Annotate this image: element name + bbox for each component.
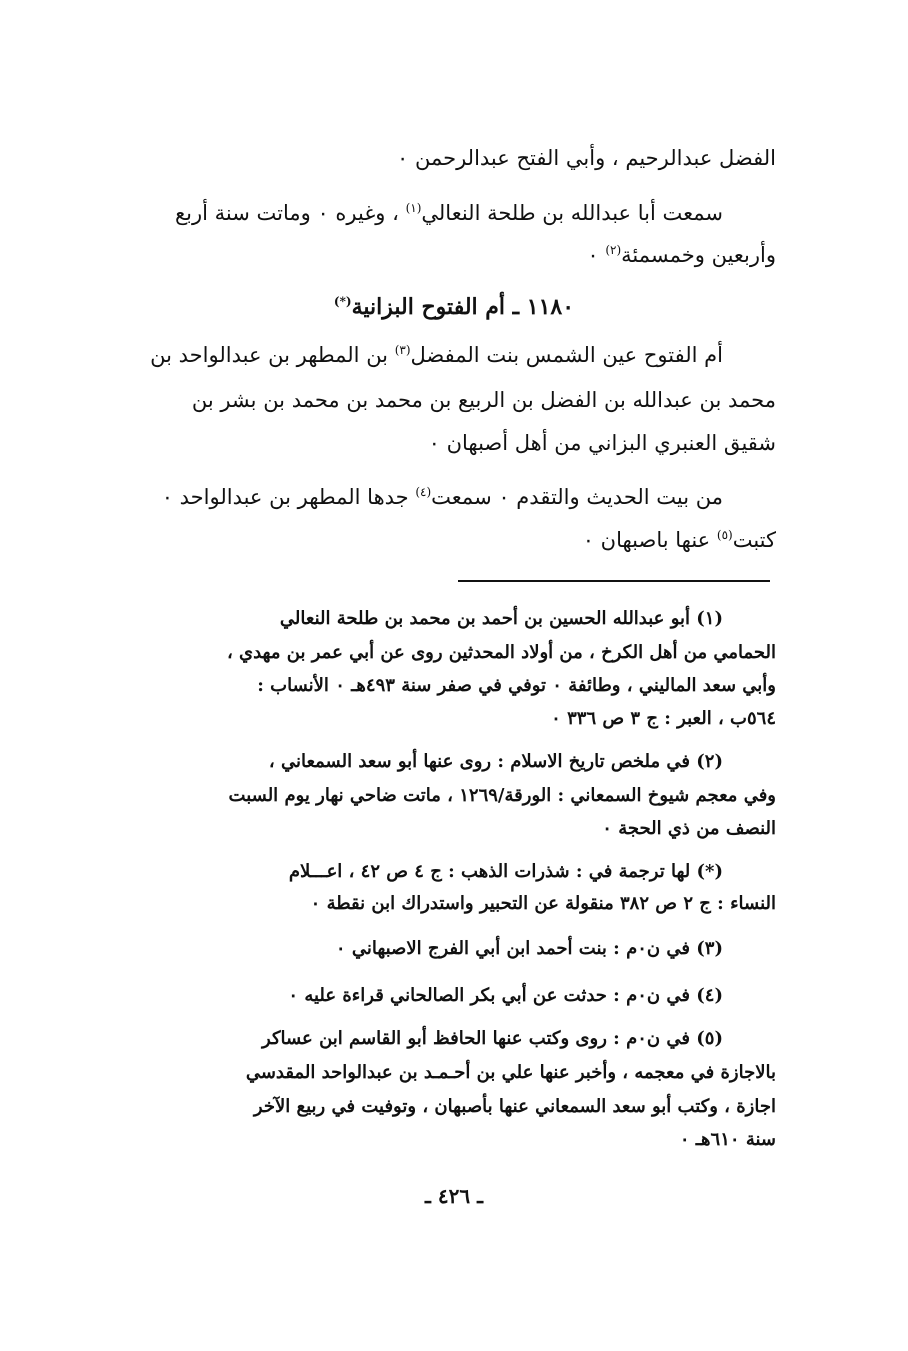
footnote-star-line-2: النساء : ج ٢ ص ٣٨٢ منقولة عن التحبير واستدراك ابن نقطة ٠ — [310, 893, 776, 914]
footnote-1-line-3: وأبي سعد الماليني ، وطائفة ٠ توفي في صفر سنة ٤٩٣هـ ٠ الأنساب : — [257, 675, 776, 696]
body-line-7: من بيت الحديث والتقدم ٠ سمعت$^{(٤)}$ جدها المطهر بن عبدالواحد ٠ — [161, 485, 723, 509]
footnote-ref-4: (٤) — [415, 485, 432, 499]
footnote-5-line-4: سنة ٦١٠هـ ٠ — [679, 1129, 776, 1150]
footnote-1-line-2: الحمامي من أهل الكرخ ، من أولاد المحدثين روى عن أبي عمر بن مهدي ، — [226, 642, 776, 663]
body-line-3: وأربعين وخمسمئة$^{(٢)}$ ٠ — [587, 243, 776, 267]
footnote-5-line-3: اجازة ، وكتب أبو سعد السمعاني عنها بأصبهان ، وتوفيت في ربيع الآخر — [253, 1096, 776, 1117]
footnote-1-line-1: (١) أبو عبدالله الحسين بن أحمد بن محمد بن طلحة النعالي — [279, 608, 723, 629]
footnote-divider — [458, 580, 770, 582]
footnote-ref-3: (٣) — [394, 343, 411, 357]
footnote-3: (٣) في ن٠م : بنت أحمد ابن أبي الفرج الاصبهاني ٠ — [335, 938, 723, 959]
body-line-4: أم الفتوح عين الشمس بنت المفضل$^{(٣)}$ بن المطهر بن عبدالواحد بن — [150, 343, 723, 367]
body-line-1: الفضل عبدالرحيم ، وأبي الفتح عبدالرحمن ٠ — [397, 146, 776, 170]
entry-heading: ١١٨٠ ـ أم الفتوح البزانية(*) — [333, 294, 575, 320]
page-number: ـ ٤٢٦ ـ — [425, 1184, 483, 1208]
footnote-2-line-1: (٢) في ملخص تاريخ الاسلام : روى عنها أبو سعد السمعاني ، — [268, 751, 723, 772]
footnote-2-line-3: النصف من ذي الحجة ٠ — [602, 818, 776, 839]
footnote-2-line-2: وفي معجم شيوخ السمعاني : الورقة/١٢٦٩ ، ماتت ضاحي نهار يوم السبت — [228, 785, 776, 806]
footnote-star-line-1: (*) لها ترجمة في : شذرات الذهب : ج ٤ ص ٤٢ ، اعـــلام — [288, 861, 723, 882]
body-line-6: شقيق العنبري البزاني من أهل أصبهان ٠ — [428, 431, 776, 455]
footnote-ref-5: (٥) — [716, 528, 733, 542]
body-line-8: كتبت$^{(٥)}$ عنها باصبهان ٠ — [582, 528, 776, 552]
footnote-5-line-1: (٥) في ن٠م : روى وكتب عنها الحافظ أبو القاسم ابن عساكر — [262, 1028, 723, 1049]
footnote-ref-1: (١) — [405, 201, 422, 215]
footnote-4: (٤) في ن٠م : حدثت عن أبي بكر الصالحاني قراءة عليه ٠ — [288, 985, 723, 1006]
footnote-ref-star: (*) — [333, 294, 352, 309]
body-line-5: محمد بن عبدالله بن الفضل بن الربيع بن محمد بن محمد بن بشر بن — [191, 388, 776, 412]
footnote-5-line-2: بالاجازة في معجمه ، وأخبر عنها علي بن أحـمـد بن عبدالواحد المقدسي — [245, 1062, 776, 1083]
body-line-2: سمعت أبا عبدالله بن طلحة النعالي$^{(١)}$ ، وغيره ٠ وماتت سنة أربع — [174, 201, 723, 225]
footnote-1-line-4: ٥٦٤ب ، العبر : ج ٣ ص ٣٣٦ ٠ — [551, 708, 776, 729]
footnote-ref-2: (٢) — [605, 243, 622, 257]
